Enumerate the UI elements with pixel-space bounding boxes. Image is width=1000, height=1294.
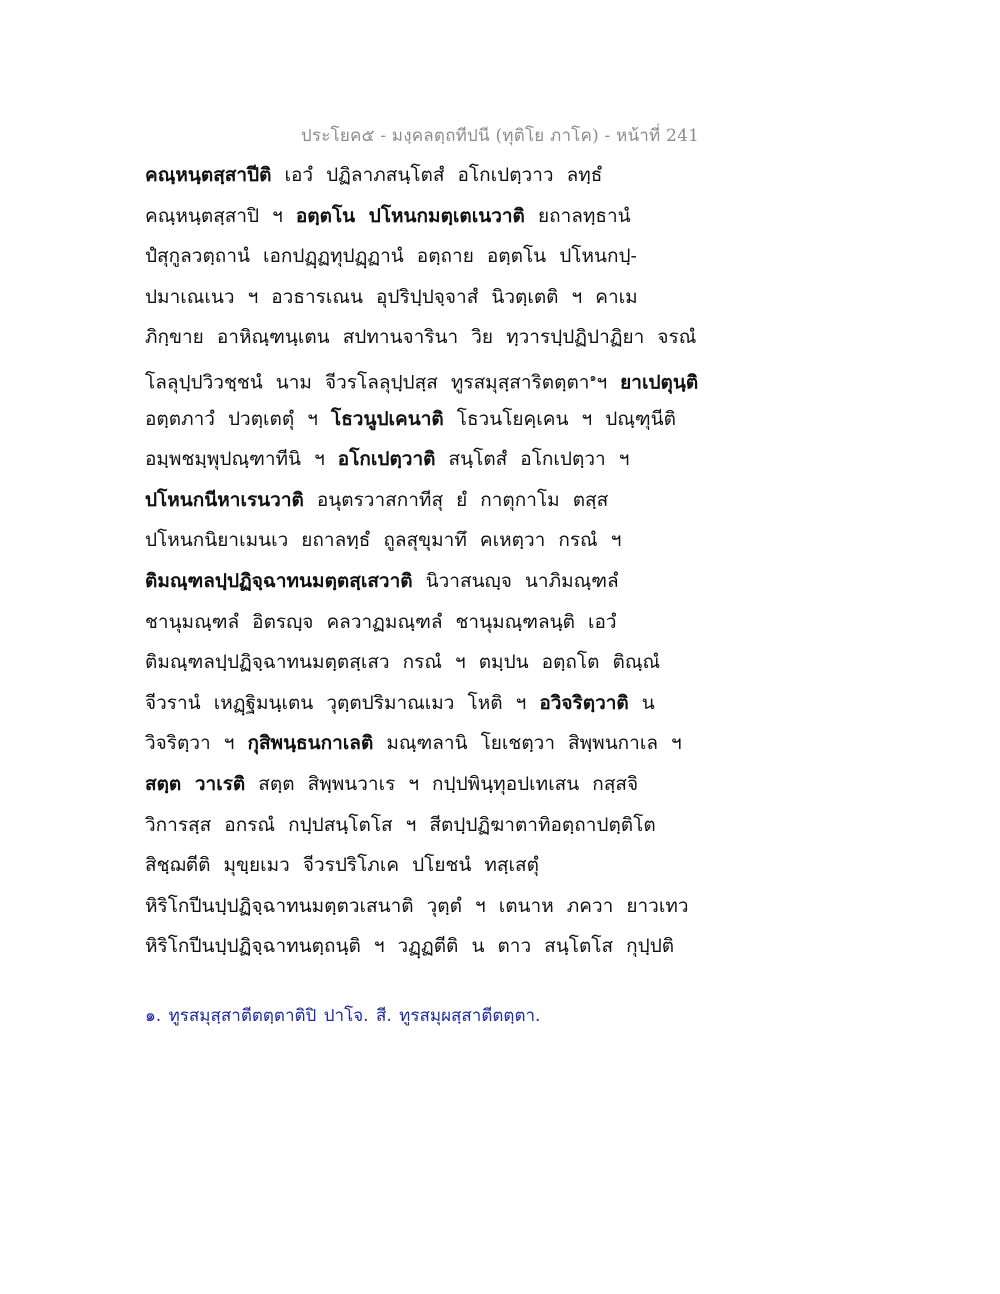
footnote-marker: ๑ — [589, 370, 597, 384]
text-line — [145, 642, 705, 683]
text-line — [145, 926, 705, 967]
text-segment: โธวนโยคฺเคน ฯ ปณฺฑุนีติ — [443, 407, 676, 430]
headword: ติมณฺฑลปฺปฏิจฺฉาทนมตฺตสฺเสวาติ — [145, 569, 413, 592]
text-segment: เอวํ ปฏิลาภสนฺโตสํ อโกเปตฺวาว ลทฺธํ — [271, 164, 603, 186]
text-line — [145, 439, 705, 480]
text-segment: สนฺโตสํ อโกเปตฺวา ฯ — [435, 448, 630, 471]
headword: อตฺตโน ปโหนกมตฺเตเนวาติ — [295, 204, 525, 227]
text-segment: ภิกฺขาย อาหิณฺฑนฺเตน สปทานจารินา วิย ทฺวารปฺปฏิปาฏิยา จรณํ — [145, 326, 697, 349]
text-segment: นิวาสนญฺจ นาภิมณฺฑลํ — [412, 569, 619, 592]
headword: อวิจริตฺวาติ — [539, 691, 629, 714]
headword: ยาเปตุนฺติ — [620, 371, 699, 394]
text-line — [145, 683, 705, 724]
headword: อโกเปตฺวาติ — [337, 448, 436, 471]
text-segment: วิจริตฺวา ฯ — [145, 732, 248, 755]
text-line — [145, 805, 705, 846]
body-text — [145, 155, 705, 967]
text-segment: หิริโกปีนปฺปฏิจฺฉาทนมตฺตวเสนาติ วุตฺตํ ฯ เตนาห ภควา ยาวเทว — [145, 894, 689, 917]
text-segment: คณฺหนฺตสฺสาปิ ฯ — [145, 204, 296, 227]
headword: โธวนูปเคนาติ — [330, 407, 444, 430]
text-line — [145, 520, 705, 561]
text-line — [145, 886, 705, 927]
text-line — [145, 399, 705, 440]
footnote: ๑. ทูรสมุสฺสาตีตตฺตาติปิ ปาโจ. สี. ทูรสมุผสฺสาตีตตฺตา. — [145, 1006, 541, 1026]
text-segment: อตฺตภาวํ ปวตฺเตตุํ ฯ — [145, 407, 331, 430]
text-segment: สิชฺฌตีติ มุขฺยเมว จีวรปริโภเค ปโยชนํ ทสฺเสตุํ — [145, 854, 539, 877]
text-segment: ยถาลทฺธานํ — [524, 204, 631, 227]
text-line — [145, 277, 705, 318]
text-segment: ติมณฺฑลปฺปฏิจฺฉาทนมตฺตสฺเสว กรณํ ฯ ตมฺปน อตฺถโต ติณฺณํ — [145, 651, 661, 674]
headword: คณฺหนฺตสฺสาปีติ — [145, 164, 272, 186]
text-line — [145, 317, 705, 358]
text-line — [145, 764, 705, 805]
text-segment: อนุตรวาสกาทีสุ ยํ กาตุกาโม ตสฺส — [303, 488, 609, 511]
text-segment: โลลุปฺปวิวชฺชนํ นาม จีวรโลลุปฺปสฺส ทูรสมุสฺสาริตตฺตา — [145, 371, 590, 394]
text-segment: น — [628, 691, 655, 714]
text-segment: อมฺพชมฺพุปณฺฑาทีนิ ฯ — [145, 448, 338, 471]
text-line — [145, 155, 705, 196]
text-segment: ชานุมณฺฑลํ อิตรญฺจ คลวาฏมณฺฑลํ ชานุมณฺฑลนฺติ เอวํ — [145, 610, 617, 633]
text-segment: วิการสฺส อกรณํ กปฺปสนฺโตโส ฯ สีตปฺปฏิฆาตาทิอตฺถาปตฺติโต — [145, 813, 656, 836]
text-segment: มณฺฑลานิ โยเชตฺวา สิพฺพนกาเล ฯ — [373, 732, 682, 755]
text-line — [145, 602, 705, 643]
headword: สตฺต วาเรติ — [145, 772, 246, 795]
text-line — [145, 723, 705, 764]
headword: กุสิพนฺธนกาเลติ — [247, 732, 374, 755]
text-segment: จีวรานํ เหฏฺฐิมนฺเตน วุตฺตปริมาณเมว โหติ ฯ — [145, 691, 540, 714]
text-segment: ฯ — [596, 371, 621, 394]
text-segment: ปโหนกนิยาเมนเว ยถาลทฺธํ ถูลสุขุมาทึ คเหตฺวา กรณํ ฯ — [145, 529, 622, 552]
text-segment: หิริโกปีนปฺปฏิจฺฉาทนตฺถนฺติ ฯ วฏฺฏตีติ น ตาว สนฺโตโส กุปฺปติ — [145, 935, 675, 958]
running-header: ประโยค๕ - มงฺคลตฺถทีปนี (ทุติโย ภาโค) - หน้าที่ 241 — [300, 126, 700, 146]
text-line — [145, 236, 705, 277]
text-line — [145, 561, 705, 602]
text-line — [145, 196, 705, 237]
text-segment: สตฺต สิพฺพนวาเร ฯ กปฺปพินฺทุอปเทเสน กสฺสจิ — [245, 772, 639, 795]
text-segment: ปํสุกูลวตฺถานํ เอกปฏฺฏทุปฏฺฏานํ อตฺถาย อตฺตโน ปโหนกปฺ- — [145, 245, 637, 268]
text-line — [145, 480, 705, 521]
text-segment: ปมาเณเนว ฯ อวธารเณน อุปริปฺปจฺจาสํ นิวตฺเตติ ฯ คาเม — [145, 285, 638, 308]
text-line — [145, 358, 705, 399]
headword: ปโหนกนีหาเรนวาติ — [145, 488, 304, 511]
text-line — [145, 845, 705, 886]
